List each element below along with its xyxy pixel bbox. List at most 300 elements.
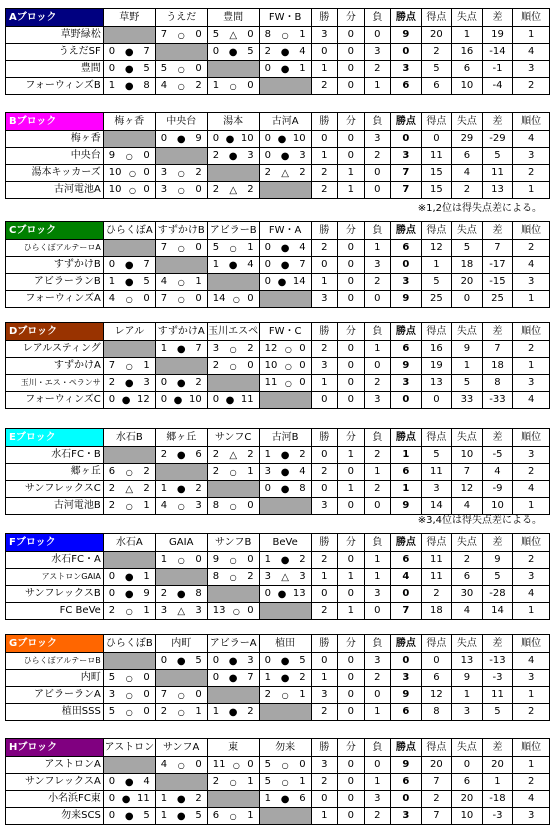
result-mark: ● (280, 655, 290, 667)
stat-value: 0 (338, 131, 364, 148)
stat-header: 失点 (452, 222, 483, 240)
header-row (6, 9, 550, 27)
match-result-cell (259, 653, 311, 670)
match-result-cell (207, 774, 259, 791)
stat-value: 5 (452, 240, 483, 257)
league-block-b (5, 112, 550, 199)
goals-against: 1 (247, 810, 254, 821)
stat-value: 1 (513, 687, 550, 704)
result-mark: ● (124, 810, 134, 822)
team-row (6, 774, 550, 791)
goals-against: 12 (137, 394, 150, 405)
goals-against: 6 (195, 449, 202, 460)
stat-value: 2 (513, 240, 550, 257)
stat-value: 0 (311, 586, 337, 603)
block-title: Cブロック (6, 222, 104, 240)
result-mark: △ (281, 167, 289, 179)
stat-value: 2 (311, 464, 337, 481)
result-mark: △ (229, 184, 238, 196)
stat-value: 0 (338, 498, 364, 515)
stat-header: 得点 (421, 222, 452, 240)
result-mark: ○ (229, 501, 237, 511)
goals-for: 8 (264, 29, 272, 40)
stat-value: 9 (391, 358, 422, 375)
goals-for: 14 (212, 293, 226, 304)
goals-against: 0 (143, 689, 150, 700)
stat-header: 差 (482, 635, 513, 653)
stat-value: 0 (338, 774, 364, 791)
stat-value: 0 (338, 791, 364, 808)
stat-value: 33 (452, 392, 483, 409)
stat-value: 2 (311, 552, 337, 569)
goals-for: 1 (160, 554, 168, 565)
self-match-cell (155, 148, 207, 165)
match-result-cell (103, 358, 155, 375)
team-name: 草野緑松 (6, 27, 104, 44)
result-mark: ● (176, 793, 186, 805)
stat-header: 失点 (452, 113, 483, 131)
result-mark: ○ (177, 555, 185, 565)
self-match-cell (155, 257, 207, 274)
result-mark: ○ (125, 294, 133, 304)
team-name: 古河電池B (6, 498, 104, 515)
stat-header: 得点 (421, 635, 452, 653)
team-name: うえだSF (6, 44, 104, 61)
goals-against: 2 (299, 672, 306, 683)
stat-header: 差 (482, 429, 513, 447)
team-row (6, 182, 550, 199)
team-name: 玉川・エス・ペランサ (6, 375, 104, 392)
stat-value: 3 (513, 61, 550, 78)
team-name: ひらくぼアルテーロA (6, 240, 104, 257)
team-row (6, 44, 550, 61)
stat-value: 0 (421, 131, 452, 148)
team-row (6, 240, 550, 257)
team-row (6, 341, 550, 358)
goals-against: 5 (143, 276, 150, 287)
self-match-cell (103, 240, 155, 257)
team-row (6, 291, 550, 308)
result-mark: ● (280, 259, 290, 271)
stat-value: 11 (421, 552, 452, 569)
stat-value: 3 (513, 670, 550, 687)
stat-header: 負 (364, 534, 390, 552)
stat-value: 0 (391, 392, 422, 409)
stat-value: 0 (338, 341, 364, 358)
match-result-cell (207, 603, 259, 620)
goals-against: 2 (143, 466, 150, 477)
stat-value: 2 (421, 44, 452, 61)
stat-value: 25 (482, 291, 513, 308)
goals-against: 2 (247, 343, 254, 354)
stat-header: 失点 (452, 323, 483, 341)
result-mark: ○ (177, 168, 185, 178)
result-mark: ○ (229, 572, 237, 582)
stat-value: 0 (421, 392, 452, 409)
team-row (6, 603, 550, 620)
goals-against: 1 (195, 706, 202, 717)
league-block-h (5, 738, 550, 825)
stat-value: 2 (452, 552, 483, 569)
team-row (6, 552, 550, 569)
self-match-cell (259, 498, 311, 515)
goals-for: 6 (108, 466, 116, 477)
match-result-cell (103, 774, 155, 791)
col-team-header: サンフB (207, 534, 259, 552)
stat-value: 2 (513, 341, 550, 358)
match-result-cell (103, 392, 155, 409)
stat-value: 2 (311, 78, 337, 95)
match-result-cell (207, 653, 259, 670)
match-result-cell (259, 447, 311, 464)
match-result-cell (259, 61, 311, 78)
stat-value: 2 (311, 704, 337, 721)
stat-value: 2 (452, 182, 483, 199)
result-mark: ○ (281, 30, 289, 40)
stat-header: 分 (338, 113, 364, 131)
goals-for: 5 (108, 672, 116, 683)
stat-value: 1 (421, 257, 452, 274)
stat-value: 1 (311, 375, 337, 392)
stat-header: 得点 (421, 739, 452, 757)
stat-value: 0 (391, 131, 422, 148)
goals-for: 2 (160, 588, 168, 599)
team-row (6, 808, 550, 825)
stat-value: 4 (513, 44, 550, 61)
stat-value: 2 (311, 341, 337, 358)
team-row (6, 481, 550, 498)
stat-header: 得点 (421, 534, 452, 552)
match-result-cell (155, 704, 207, 721)
result-mark: ● (176, 449, 186, 461)
result-mark: ● (228, 672, 238, 684)
goals-for: 2 (108, 483, 116, 494)
stat-value: 11 (482, 687, 513, 704)
match-result-cell (207, 670, 259, 687)
stat-value: 3 (364, 131, 390, 148)
col-team-header: 内町 (155, 635, 207, 653)
standings-table (5, 738, 550, 825)
stat-header: 勝 (311, 9, 337, 27)
stat-value: 6 (391, 341, 422, 358)
match-result-cell (103, 481, 155, 498)
match-result-cell (259, 274, 311, 291)
match-result-cell (259, 569, 311, 586)
goals-against: 9 (195, 133, 202, 144)
match-result-cell (155, 341, 207, 358)
stat-value: 1 (513, 358, 550, 375)
goals-for: 1 (264, 449, 272, 460)
team-row (6, 447, 550, 464)
stat-value: 2 (364, 274, 390, 291)
stat-value: 3 (364, 653, 390, 670)
team-name: 郷ヶ丘 (6, 464, 104, 481)
result-mark: ● (124, 259, 134, 271)
stat-value: 0 (391, 791, 422, 808)
header-row (6, 323, 550, 341)
result-mark: ○ (177, 690, 185, 700)
match-result-cell (155, 291, 207, 308)
stat-value: -28 (482, 586, 513, 603)
goals-for: 1 (160, 343, 168, 354)
match-result-cell (259, 358, 311, 375)
stat-header: 得点 (421, 9, 452, 27)
goals-against: 1 (195, 276, 202, 287)
stat-value: 16 (421, 341, 452, 358)
stat-value: 7 (391, 603, 422, 620)
goals-for: 2 (108, 605, 116, 616)
stat-value: -15 (482, 274, 513, 291)
goals-against: 0 (247, 605, 254, 616)
match-result-cell (259, 481, 311, 498)
goals-against: 0 (195, 554, 202, 565)
stat-value: 9 (391, 27, 422, 44)
result-mark: ○ (125, 467, 133, 477)
result-mark: ○ (125, 151, 133, 161)
stat-value: 2 (311, 240, 337, 257)
goals-for: 1 (108, 276, 116, 287)
result-mark: ● (280, 793, 290, 805)
block-title: Fブロック (6, 534, 104, 552)
goals-against: 3 (143, 377, 150, 388)
goals-against: 0 (143, 293, 150, 304)
stat-header: 負 (364, 739, 390, 757)
stat-value: 7 (482, 240, 513, 257)
goals-against: 0 (299, 360, 306, 371)
goals-against: 8 (299, 483, 306, 494)
result-mark: ● (176, 133, 186, 145)
goals-against: 5 (247, 46, 254, 57)
stat-value: 11 (421, 569, 452, 586)
result-mark: ● (124, 276, 134, 288)
match-result-cell (259, 791, 311, 808)
result-mark: △ (177, 605, 186, 617)
stat-value: 4 (513, 586, 550, 603)
self-match-cell (155, 464, 207, 481)
self-match-cell (103, 341, 155, 358)
goals-against: 2 (195, 793, 202, 804)
team-row (6, 78, 550, 95)
stat-value: -4 (482, 78, 513, 95)
stat-value: 6 (391, 774, 422, 791)
stat-value: 5 (421, 274, 452, 291)
self-match-cell (155, 44, 207, 61)
stat-value: 9 (391, 757, 422, 774)
team-name: 水石FC・A (6, 552, 104, 569)
col-team-header: 古河B (259, 429, 311, 447)
goals-for: 0 (264, 242, 272, 253)
goals-for: 3 (212, 343, 220, 354)
self-match-cell (259, 603, 311, 620)
self-match-cell (103, 757, 155, 774)
stat-value: 4 (482, 464, 513, 481)
stat-value: 10 (452, 808, 483, 825)
stat-value: 0 (364, 757, 390, 774)
result-mark: ○ (281, 690, 289, 700)
goals-against: 2 (247, 449, 254, 460)
col-team-header: サンフA (155, 739, 207, 757)
goals-for: 0 (108, 394, 116, 405)
goals-against: 0 (143, 150, 150, 161)
stat-value: 6 (452, 569, 483, 586)
match-result-cell (103, 704, 155, 721)
stat-value: 13 (482, 182, 513, 199)
goals-against: 14 (292, 276, 306, 287)
result-mark: ○ (229, 777, 237, 787)
stat-value: 10 (452, 447, 483, 464)
goals-against: 7 (195, 343, 202, 354)
goals-against: 0 (299, 377, 306, 388)
match-result-cell (207, 78, 259, 95)
stat-value: 1 (452, 27, 483, 44)
stat-value: 7 (421, 774, 452, 791)
stat-value: 19 (482, 27, 513, 44)
self-match-cell (103, 653, 155, 670)
stat-value: 7 (391, 165, 422, 182)
goals-against: 4 (247, 259, 254, 270)
stat-value: 6 (452, 61, 483, 78)
match-result-cell (155, 447, 207, 464)
goals-for: 3 (160, 605, 168, 616)
team-name: 内町 (6, 670, 104, 687)
stat-header: 順位 (513, 534, 550, 552)
col-team-header: 玉川エスペ (207, 323, 259, 341)
stat-header: 勝点 (391, 739, 422, 757)
match-result-cell (155, 552, 207, 569)
match-result-cell (259, 148, 311, 165)
stat-value: 1 (364, 774, 390, 791)
stat-value: 0 (338, 464, 364, 481)
stat-value: 6 (391, 240, 422, 257)
result-mark: ○ (229, 81, 237, 91)
goals-against: 1 (143, 360, 150, 371)
goals-for: 0 (160, 133, 168, 144)
stat-value: 7 (391, 182, 422, 199)
goals-for: 0 (108, 810, 116, 821)
stat-header: 負 (364, 222, 390, 240)
goals-against: 2 (143, 483, 150, 494)
goals-for: 0 (264, 133, 272, 144)
header-row (6, 113, 550, 131)
stat-value: 0 (364, 182, 390, 199)
stat-header: 得点 (421, 113, 452, 131)
stat-value: 6 (421, 78, 452, 95)
stat-header: 勝点 (391, 113, 422, 131)
stat-header: 負 (364, 323, 390, 341)
goals-against: 0 (195, 63, 202, 74)
team-row (6, 791, 550, 808)
stat-value: 0 (338, 257, 364, 274)
stat-value: 1 (513, 757, 550, 774)
stat-value: 10 (482, 498, 513, 515)
match-result-cell (103, 148, 155, 165)
stat-header: 分 (338, 222, 364, 240)
block-title: Bブロック (6, 113, 104, 131)
stat-value: 0 (338, 291, 364, 308)
goals-for: 1 (264, 793, 272, 804)
stat-value: 14 (482, 603, 513, 620)
match-result-cell (155, 687, 207, 704)
stat-value: 3 (311, 27, 337, 44)
result-mark: ● (176, 377, 186, 389)
stat-header: 勝 (311, 323, 337, 341)
match-result-cell (155, 603, 207, 620)
goals-against: 1 (247, 466, 254, 477)
stat-value: 0 (391, 257, 422, 274)
stat-value: 3 (364, 791, 390, 808)
match-result-cell (259, 165, 311, 182)
match-result-cell (103, 808, 155, 825)
match-result-cell (259, 670, 311, 687)
stat-value: 5 (421, 61, 452, 78)
match-result-cell (155, 808, 207, 825)
goals-against: 0 (195, 293, 202, 304)
stat-value: 11 (482, 165, 513, 182)
col-team-header: 梅ヶ香 (103, 113, 155, 131)
goals-for: 2 (212, 150, 220, 161)
stat-value: 6 (421, 670, 452, 687)
goals-against: 0 (247, 80, 254, 91)
team-name: フォーウィンズB (6, 78, 104, 95)
stat-value: 20 (452, 791, 483, 808)
team-name: フォーウィンズA (6, 291, 104, 308)
match-result-cell (155, 757, 207, 774)
match-result-cell (103, 464, 155, 481)
team-name: FC BeVe (6, 603, 104, 620)
team-name: 勿来SCS (6, 808, 104, 825)
stat-value: 4 (513, 653, 550, 670)
team-row (6, 131, 550, 148)
goals-for: 1 (264, 672, 272, 683)
stat-value: 3 (391, 375, 422, 392)
stat-value: 1 (513, 27, 550, 44)
stat-header: 負 (364, 9, 390, 27)
stat-header: 勝点 (391, 635, 422, 653)
stat-value: 1 (311, 274, 337, 291)
stat-value: 2 (364, 670, 390, 687)
match-result-cell (259, 687, 311, 704)
stat-value: 1 (311, 61, 337, 78)
stat-header: 勝点 (391, 429, 422, 447)
stat-header: 順位 (513, 113, 550, 131)
result-mark: ● (121, 793, 131, 805)
stat-header: 勝 (311, 635, 337, 653)
goals-for: 5 (212, 29, 220, 40)
goals-against: 10 (188, 394, 202, 405)
stat-value: -18 (482, 791, 513, 808)
stat-value: -17 (482, 257, 513, 274)
block-note: ※3,4位は得失点差による。 (417, 515, 542, 526)
goals-against: 9 (143, 588, 150, 599)
stat-value: 0 (364, 165, 390, 182)
result-mark: ○ (281, 760, 289, 770)
goals-against: 2 (299, 449, 306, 460)
goals-for: 0 (108, 793, 116, 804)
col-team-header: BeVe (259, 534, 311, 552)
stat-value: 30 (452, 586, 483, 603)
match-result-cell (155, 274, 207, 291)
result-mark: ● (280, 150, 290, 162)
league-block-e (5, 428, 550, 515)
stat-value: 0 (338, 704, 364, 721)
match-result-cell (259, 131, 311, 148)
goals-for: 0 (264, 655, 272, 666)
stat-value: 0 (311, 447, 337, 464)
stat-value: 7 (482, 341, 513, 358)
goals-for: 1 (212, 80, 220, 91)
match-result-cell (207, 257, 259, 274)
result-mark: ● (124, 588, 134, 600)
